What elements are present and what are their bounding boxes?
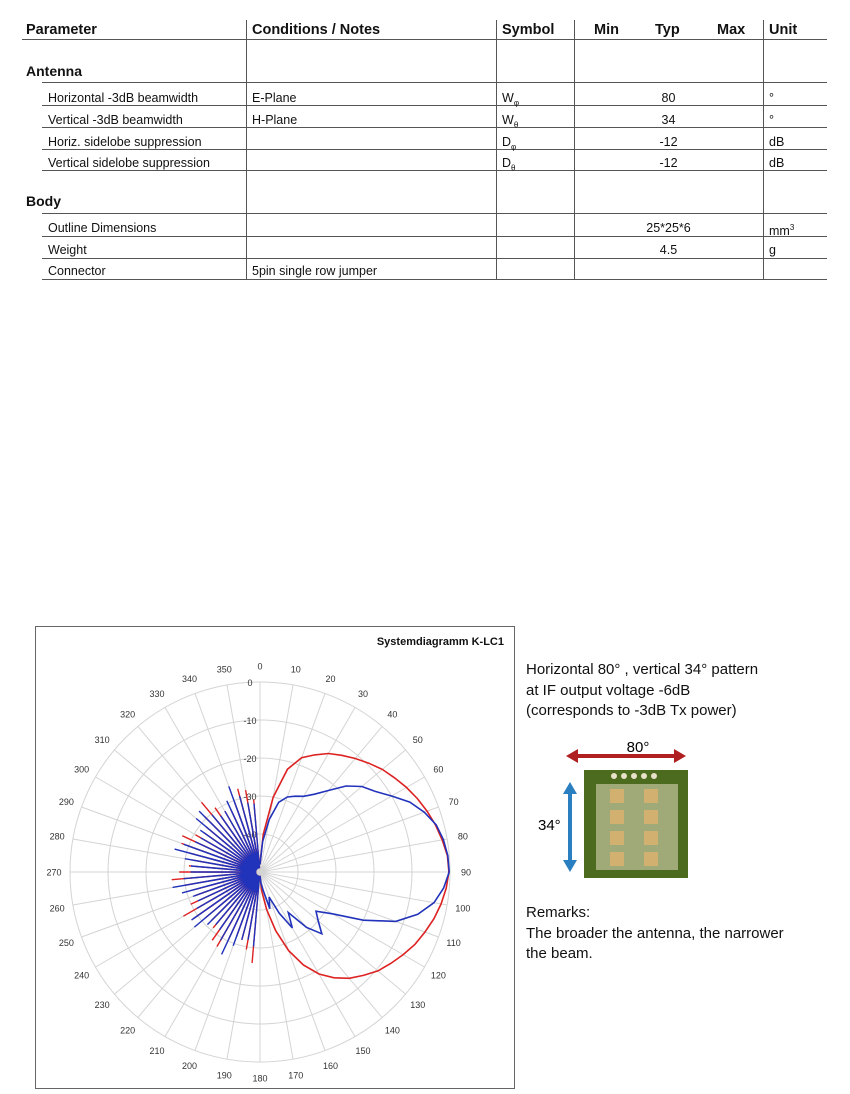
row-typ: 34 [661,113,676,127]
radial-tick-label: 0 [247,678,253,688]
row-rule [42,258,827,259]
angle-tick-label: 100 [455,903,471,914]
row-parameter: Connector [48,264,106,278]
angle-tick-label: 330 [149,689,165,700]
radial-tick-label: -10 [243,716,257,726]
row-rule [42,127,827,128]
angle-tick-label: 220 [120,1025,136,1036]
arrow-up-head-icon [563,782,577,794]
radial-tick-label: -20 [243,754,257,764]
row-typ: 4.5 [659,243,678,257]
section-title-antenna: Antenna [26,63,82,79]
angle-tick-label: 30 [357,689,369,700]
row-unit: ° [769,113,774,127]
row-conditions: E-Plane [252,91,297,105]
header-typ: Typ [655,22,680,38]
row-rule [42,279,827,280]
angle-tick-label: 50 [412,735,423,746]
angle-tick-label: 70 [448,797,459,808]
header-min: Min [594,22,619,38]
header-max: Max [717,22,746,38]
angle-tick-label: 110 [446,937,461,948]
row-typ: -12 [659,135,678,149]
angle-tick-label: 90 [460,867,472,878]
col-divider [574,20,575,280]
row-rule [42,149,827,150]
angle-tick-label: 190 [216,1070,232,1081]
row-typ: 25*25*6 [646,221,691,235]
row-parameter: Vertical -3dB beamwidth [48,113,183,127]
header-unit: Unit [769,22,798,38]
angle-tick-label: 300 [74,764,90,775]
angle-tick-label: 20 [325,673,336,684]
remarks [526,903,784,965]
spec-table [22,20,827,280]
row-parameter: Horiz. sidelobe suppression [48,135,202,149]
header-symbol: Symbol [502,22,555,38]
angle-tick-label: 0 [257,661,263,672]
col-divider [496,20,497,280]
arrow-left-head-icon [566,749,578,763]
row-rule [42,236,827,237]
row-symbol: $W_\theta$ [502,113,519,130]
remarks-line: The broader the antenna, the narrower [526,924,784,942]
radial-tick-label: -50 [243,868,257,878]
angle-tick-label: 270 [46,867,62,878]
antenna-module-image [538,738,698,884]
angle-tick-label: 80 [457,831,468,842]
row-rule [42,105,827,106]
angle-tick-label: 180 [252,1073,268,1084]
row-conditions: H-Plane [252,113,298,127]
header-conditions: Conditions / Notes [252,22,381,38]
row-parameter: Horizontal -3dB beamwidth [48,91,199,105]
angle-tick-label: 240 [74,970,90,981]
chart-title: Systemdiagramm K-LC1 [376,636,504,648]
angle-tick-label: 310 [94,735,110,746]
description-line: Horizontal 80° , vertical 34° pattern [526,661,759,678]
patch-area [596,784,678,870]
angle-tick-label: 210 [149,1045,165,1056]
header-rule [22,39,827,40]
radial-tick-label: -40 [243,830,257,840]
row-unit: dB [769,135,785,149]
arrow-down-head-icon [563,860,577,872]
angle-tick-label: 40 [387,709,398,720]
row-parameter: Outline Dimensions [48,221,157,235]
pattern-series-line [260,754,449,979]
angle-tick-label: 130 [410,999,426,1010]
section-title-body: Body [26,193,61,209]
angle-tick-label: 250 [58,937,74,948]
row-symbol: $D_\theta$ [502,156,516,173]
angle-tick-label: 200 [182,1061,198,1072]
angle-tick-label: 10 [290,664,301,675]
angle-tick-label: 280 [49,831,65,842]
row-rule [42,170,827,171]
row-symbol: $W_\varphi$ [502,91,519,108]
row-unit: ° [769,91,774,105]
row-unit: $mm^3$ [769,223,795,239]
description-line: (corresponds to -3dB Tx power) [526,702,737,719]
description-line: at IF output voltage -6dB [526,681,691,699]
row-unit: g [769,243,776,257]
polar-plot [36,627,514,1088]
angle-tick-label: 60 [433,764,444,775]
angle-tick-label: 170 [288,1070,304,1081]
row-conditions: 5pin single row jumper [252,264,378,278]
angle-tick-label: 260 [49,903,65,914]
pattern-series-sidelobes [173,786,260,954]
angle-tick-label: 150 [355,1045,371,1056]
radial-tick-label: -30 [243,792,257,802]
angle-tick-label: 120 [430,970,446,981]
col-divider [763,20,764,280]
angle-tick-label: 340 [182,673,198,684]
row-typ: -12 [659,156,678,170]
angle-tick-label: 230 [94,999,110,1010]
vertical-angle-label: 34° [538,817,561,834]
angle-tick-label: 320 [120,709,136,720]
row-parameter: Vertical sidelobe suppression [48,156,210,170]
row-rule [42,82,827,83]
horizontal-angle-label: 80° [626,739,650,756]
row-typ: 80 [661,91,676,105]
angle-tick-label: 290 [58,797,74,808]
remarks-line: the beam. [526,945,593,962]
col-divider [246,20,247,280]
angle-tick-label: 350 [216,664,232,675]
row-symbol: $D_\varphi$ [502,135,517,152]
pattern-description [526,660,758,722]
header-parameter: Parameter [26,22,97,38]
row-parameter: Weight [48,243,87,257]
polar-diagram [35,626,515,1089]
row-rule [42,213,827,214]
remarks-title: Remarks: [526,904,591,921]
arrow-right-head-icon [674,749,686,763]
angle-tick-label: 140 [384,1025,400,1036]
row-unit: dB [769,156,785,170]
angle-tick-label: 160 [322,1061,338,1072]
